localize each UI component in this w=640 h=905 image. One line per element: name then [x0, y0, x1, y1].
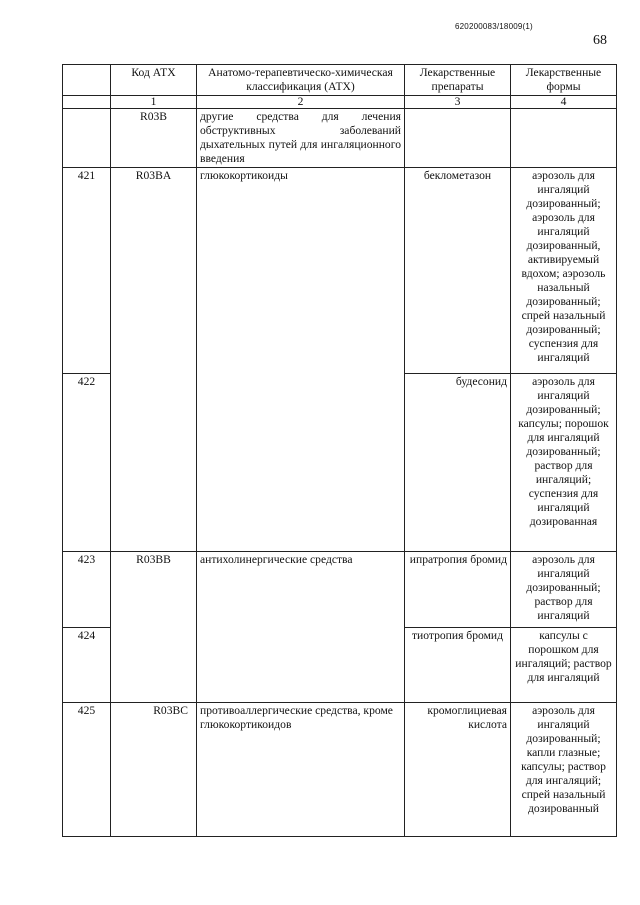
document-id: 620200083/18009(1) — [455, 22, 533, 31]
column-index-row — [63, 96, 617, 109]
column-index-1: 1 — [111, 96, 197, 109]
dosage-forms — [511, 109, 617, 168]
column-index-blank — [63, 96, 111, 109]
header-num — [63, 65, 111, 96]
dosage-forms: аэрозоль для ингаляций дозированный; аэрозоль для ингаляций дозированный, активируемый вдохом; аэрозоль назальный дозированный; спрей назальный дозированный; суспензия для ингаляций — [511, 168, 617, 374]
table-row — [63, 168, 617, 374]
drug-name: тиотропия бромид — [405, 628, 511, 703]
atx-code: R03BB — [111, 552, 197, 703]
table-row — [63, 703, 617, 837]
header-drugs: Лекарственные препараты — [405, 65, 511, 96]
atx-classification: глюкокортикоиды — [197, 168, 405, 552]
atx-table — [62, 64, 617, 837]
column-index-3: 3 — [405, 96, 511, 109]
row-number: 421 — [63, 168, 111, 374]
header-forms: Лекарственные формы — [511, 65, 617, 96]
column-index-4: 4 — [511, 96, 617, 109]
drug-name: будесонид — [405, 374, 511, 552]
dosage-forms: аэрозоль для ингаляций дозированный; капсулы; порошок для ингаляций дозированный; раствор для ингаляций; суспензия для ингаляций дозированная — [511, 374, 617, 552]
row-number: 422 — [63, 374, 111, 552]
header-classification: Анатомо-терапевтическо-химическая классификация (АТХ) — [197, 65, 405, 96]
header-code: Код АТХ — [111, 65, 197, 96]
dosage-forms: аэрозоль для ингаляций дозированный; раствор для ингаляций — [511, 552, 617, 628]
drug-name — [405, 109, 511, 168]
row-number: 425 — [63, 703, 111, 837]
atx-classification: противоаллергические средства, кроме глюкокортикоидов — [197, 703, 405, 837]
dosage-forms: капсулы с порошком для ингаляций; раствор для ингаляций — [511, 628, 617, 703]
row-number: 423 — [63, 552, 111, 628]
atx-code: R03B — [111, 109, 197, 168]
table-row — [63, 552, 617, 628]
atx-classification: антихолинергические средства — [197, 552, 405, 703]
atx-code: R03BC — [111, 703, 197, 837]
row-number: 424 — [63, 628, 111, 703]
row-number — [63, 109, 111, 168]
atx-classification: другие средства для лечения обструктивных заболеваний дыхательных путей для ингаляционного введения — [197, 109, 405, 168]
atx-code: R03BA — [111, 168, 197, 552]
drug-name: ипратропия бромид — [405, 552, 511, 628]
table-row — [63, 109, 617, 168]
drug-name: беклометазон — [405, 168, 511, 374]
dosage-forms: аэрозоль для ингаляций дозированный; капли глазные; капсулы; раствор для ингаляций; спрей назальный дозированный — [511, 703, 617, 837]
page-number: 68 — [593, 33, 607, 48]
table-header-row — [63, 65, 617, 96]
drug-name: кромоглициевая кислота — [405, 703, 511, 837]
column-index-2: 2 — [197, 96, 405, 109]
